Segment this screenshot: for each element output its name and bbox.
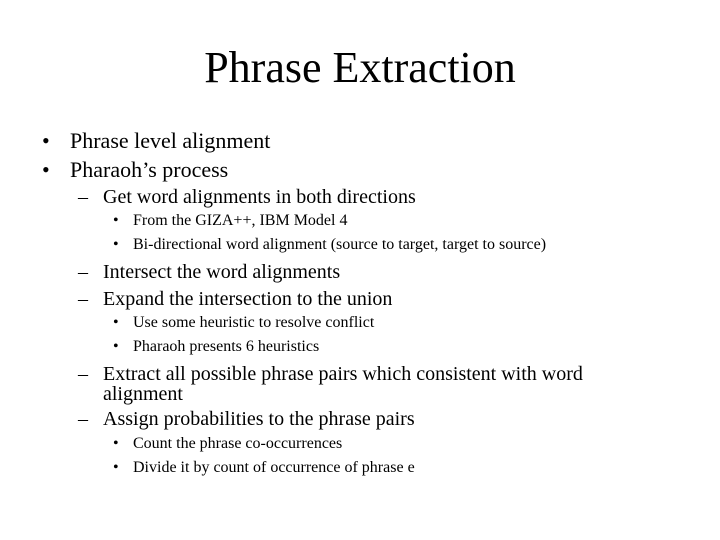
subbullet-text: Expand the intersection to the union (103, 288, 393, 310)
subsubbullet-text: Divide it by count of occurrence of phrase e (133, 459, 415, 476)
subsubbullet-text: Use some heuristic to resolve conflict (133, 314, 375, 331)
subsubbullet-marker: • (113, 435, 119, 452)
subsubbullet-marker: • (113, 212, 119, 229)
subbullet-marker: – (78, 288, 88, 310)
subbullet-text: Get word alignments in both directions (103, 186, 416, 208)
subbullet-text-continuation: alignment (103, 383, 183, 405)
subsubbullet-text: Count the phrase co-occurrences (133, 435, 343, 452)
bullet-text: Phrase level alignment (70, 128, 271, 153)
subsubbullet-marker: • (113, 459, 119, 476)
subbullet-text: Intersect the word alignments (103, 261, 341, 283)
subsubbullet-marker: • (113, 236, 119, 253)
bullet-marker: • (42, 128, 50, 153)
subbullet-text: Assign probabilities to the phrase pairs (103, 408, 415, 430)
subbullet-text: Extract all possible phrase pairs which consistent with word (103, 363, 583, 385)
slide-title: Phrase Extraction (204, 43, 516, 92)
subsubbullet-text: Bi-directional word alignment (source to target, target to source) (133, 236, 547, 253)
subsubbullet-text: From the GIZA++, IBM Model 4 (133, 212, 348, 229)
subsubbullet-text: Pharaoh presents 6 heuristics (133, 338, 320, 355)
subsubbullet-marker: • (113, 314, 119, 331)
subbullet-marker: – (78, 261, 88, 283)
bullet-marker: • (42, 157, 50, 182)
subsubbullet-marker: • (113, 338, 119, 355)
bullet-text: Pharaoh’s process (70, 157, 229, 182)
subbullet-marker: – (78, 408, 88, 430)
subbullet-marker: – (78, 363, 88, 385)
subbullet-marker: – (78, 186, 88, 208)
